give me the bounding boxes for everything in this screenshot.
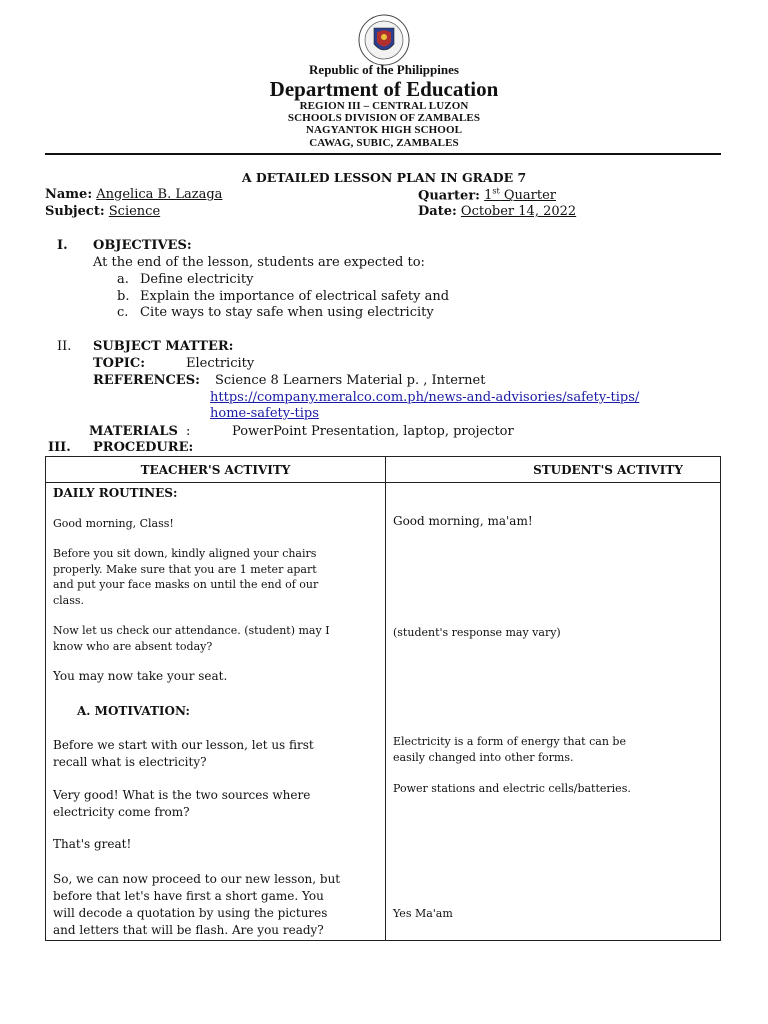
subject-matter-numeral: II. — [57, 339, 72, 354]
name-label: Name: — [45, 187, 93, 202]
name-row — [45, 187, 222, 202]
header-school: NAGYANTOK HIGH SCHOOL — [305, 124, 463, 136]
header-divider — [45, 153, 721, 155]
objective-item-b: Explain the importance of electrical safety and — [140, 289, 450, 304]
subject-matter-heading: SUBJECT MATTER: — [93, 339, 234, 354]
objective-letter-b: b. — [117, 289, 130, 304]
quarter-row — [418, 187, 556, 203]
student-greeting: Good morning, ma'am! — [393, 514, 533, 528]
student-attendance-response: (student's response may vary) — [393, 626, 561, 639]
references-label: REFERENCES: — [93, 373, 200, 388]
objectives-heading: OBJECTIVES: — [93, 238, 192, 253]
student-activity-header: STUDENT'S ACTIVITY — [386, 457, 721, 483]
teacher-sources-question: Very good! What is the two sources where electricity come from? — [53, 788, 311, 819]
objectives-numeral: I. — [57, 238, 68, 253]
procedure-numeral: III. — [48, 440, 71, 455]
student-ready-answer: Yes Ma'am — [393, 907, 453, 920]
student-sources-answer: Power stations and electric cells/batteries. — [393, 782, 631, 795]
motivation-heading: A. MOTIVATION: — [77, 704, 190, 718]
topic-value: Electricity — [186, 356, 255, 371]
teacher-attendance: Now let us check our attendance. (student) may I know who are absent today? — [53, 624, 330, 653]
header-division: SCHOOLS DIVISION OF ZAMBALES — [287, 112, 481, 124]
teacher-chairs-instruction: Before you sit down, kindly aligned your chairs properly. Make sure that you are 1 meter apart and put your face masks on until the end of our class. — [53, 547, 319, 607]
procedure-heading: PROCEDURE: — [93, 440, 194, 455]
materials-value: PowerPoint Presentation, laptop, projector — [232, 424, 514, 439]
name-value: Angelica B. Lazaga — [96, 187, 223, 202]
quarter-label: Quarter: — [418, 188, 480, 204]
teacher-activity-cell — [46, 483, 386, 941]
reference-link-line1[interactable]: https://company.meralco.com.ph/news-and-advisories/safety-tips/ — [210, 390, 640, 405]
procedure-table-header — [46, 457, 721, 483]
header-address: CAWAG, SUBIC, ZAMBALES — [309, 137, 459, 149]
teacher-great: That's great! — [53, 837, 132, 851]
materials-colon: : — [186, 424, 191, 439]
teacher-take-seat: You may now take your seat. — [53, 669, 228, 683]
objective-item-a: Define electricity — [140, 272, 254, 287]
teacher-recall-question: Before we start with our lesson, let us first recall what is electricity? — [53, 738, 314, 769]
procedure-table-row — [46, 483, 721, 941]
date-value: October 14, 2022 — [460, 204, 577, 219]
objective-letter-a: a. — [117, 272, 129, 287]
header-republic: Republic of the Philippines — [309, 62, 459, 77]
header-department: Department of Education — [269, 77, 499, 101]
objective-letter-c: c. — [117, 305, 129, 320]
objective-item-c: Cite ways to stay safe when using electricity — [140, 305, 434, 320]
objectives-intro: At the end of the lesson, students are expected to: — [93, 255, 425, 270]
subject-value: Science — [108, 204, 161, 219]
topic-label: TOPIC: — [93, 356, 145, 371]
student-electricity-answer: Electricity is a form of energy that can be easily changed into other forms. — [393, 735, 626, 764]
teacher-greeting: Good morning, Class! — [53, 517, 174, 530]
teacher-game-intro: So, we can now proceed to our new lesson, but before that let's have first a short game. You will decode a quotation by using the pictures and letters that will be flash. Are you ready? — [53, 872, 341, 937]
lesson-plan-title: A DETAILED LESSON PLAN IN GRADE 7 — [241, 170, 527, 185]
subject-row — [45, 204, 160, 219]
teacher-activity-header: TEACHER'S ACTIVITY — [46, 457, 386, 483]
references-value: Science 8 Learners Material p. , Internet — [215, 373, 486, 388]
quarter-value: 1st Quarter — [484, 187, 556, 204]
deped-seal-logo — [358, 14, 410, 66]
date-label: Date: — [418, 204, 457, 219]
materials-label: MATERIALS — [89, 424, 178, 439]
student-activity-cell — [386, 483, 721, 941]
reference-link-line2[interactable]: home-safety-tips — [210, 406, 319, 421]
date-row — [418, 204, 576, 219]
header-region: REGION III – CENTRAL LUZON — [299, 100, 469, 112]
subject-label: Subject: — [45, 204, 105, 219]
procedure-table — [45, 456, 721, 941]
daily-routines-heading: DAILY ROUTINES: — [53, 486, 178, 500]
